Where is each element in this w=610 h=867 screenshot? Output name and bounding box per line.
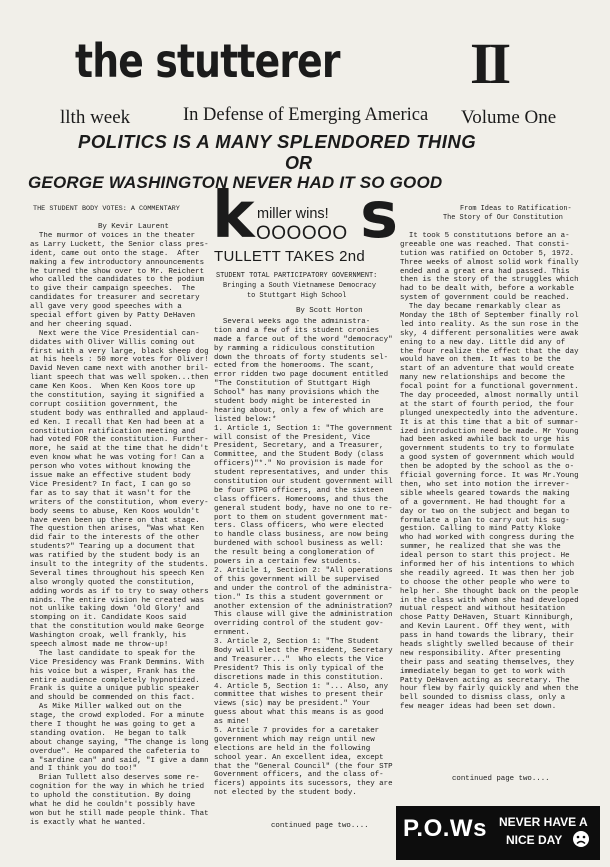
text-line: burdened with school business as well: [214, 540, 384, 549]
text-line: candidates for treasurer and secretary [30, 294, 200, 303]
text-line: overriding control of the student gov- [214, 620, 384, 629]
text-line: general student body, have no one to re- [214, 504, 393, 513]
text-line: The day proceeded, almost normally until [400, 392, 579, 401]
text-line: at his heels : 50 more votes for Oliver! [30, 356, 209, 365]
text-line: As Mike Miller walked out on the [30, 703, 182, 712]
text-line: adding words as if to try to sway others [30, 587, 209, 596]
text-line: that the constitution would make George [30, 623, 205, 632]
text-line: Patty DeHaven acting as secretary. The [400, 676, 570, 685]
text-line: sible wheels geared towards the making [400, 489, 570, 498]
text-line: to handle class business, are now being [214, 531, 389, 540]
text-line: Three weeks of almost solid work finally [400, 258, 579, 267]
text-line: in the class with whom she had developed [400, 596, 579, 605]
text-line: greeable one was reached. That consti- [400, 240, 570, 249]
text-line: ended and a great era had passed. This [400, 267, 570, 276]
text-line: David Neven came next with another bril- [30, 365, 209, 374]
text-line: first with a very large, black sheep dog [30, 347, 209, 356]
text-line: had to be dealt with, before a workable [400, 285, 575, 294]
text-line: discretions made in this constitution. [214, 673, 384, 682]
text-line: stage, the crowd exploded. For a minute [30, 712, 205, 721]
text-line: of this government will be supervised [214, 575, 380, 584]
text-line: informed her of his intentions to which [400, 560, 575, 569]
text-line: class officers. Homerooms, and thus the [214, 495, 389, 504]
text-line: Frank is quite a unique public speaker [30, 685, 200, 694]
text-line: overdue". He compared the cafeteria to [30, 747, 200, 756]
text-line: ficers) appoints its sucessors, they are [214, 780, 393, 789]
middle-article-body [214, 318, 394, 803]
text-line: ters. Class officers, who were elected [214, 522, 384, 531]
text-line: formulate a plan to carry out his sug- [400, 516, 570, 525]
text-line: system of government could be reached. [400, 294, 570, 303]
pow-line-1: NEVER HAVE A [499, 815, 588, 829]
text-line: committee that wishes to present their [214, 691, 384, 700]
text-line: at the start of fourth period, the four [400, 400, 575, 409]
text-line: new responsibility. After presenting [400, 649, 561, 658]
left-article-headline: THE STUDENT BODY VOTES: A COMMENTARY [33, 205, 180, 213]
text-line: their pass and seating themselves, they [400, 658, 575, 667]
text-line: It is at this time that a bit of summar- [400, 418, 579, 427]
text-line: gestion. Calling to mind Patty Kloke [400, 525, 561, 534]
text-line: Body will elect the President, Secretary [214, 646, 393, 655]
text-line: 3. Article 2, Section 1: "The Student [214, 638, 380, 647]
text-line: not elected by the student body. [214, 789, 357, 798]
masthead-week: llth week [60, 107, 131, 128]
text-line: and should be commended on this fact. [30, 694, 196, 703]
masthead-slogan: In Defense of Emerging America [183, 105, 429, 125]
text-line: speech almost made me throw-up! [30, 640, 169, 649]
banner-k: k [212, 179, 255, 253]
text-line: insult to the integrity of the students. [30, 560, 209, 569]
frown-face-icon [572, 830, 590, 848]
headline-line-1: POLITICS IS A MANY SPLENDORED THING [78, 131, 477, 152]
text-line: chose Patty DeHaven, Stuart Kinniburgh, [400, 614, 575, 623]
text-line: to choose the other people who were to [400, 578, 570, 587]
text-line: ized introduction need be made. Mr Young [400, 427, 579, 436]
text-line: heads slightly swelled because of their [400, 640, 575, 649]
text-line: writers of the constitution, whom every- [30, 498, 209, 507]
text-line: the constitution, saying it signified a [30, 392, 205, 401]
middle-article-subhead-2: to Stuttgart High School [247, 292, 347, 300]
text-line: more, he said at the time that he didn't [30, 445, 209, 454]
text-line: ed Ken. I recall that Ken had been at a [30, 418, 205, 427]
text-line: 5. Article 7 provides for a caretaker [214, 726, 380, 735]
text-line: would have on them. It was to be the [400, 356, 561, 365]
text-line: have even been up there on that stage. [30, 516, 200, 525]
text-line: making a few introductory announcements [30, 258, 205, 267]
text-line: few meager ideas had been set down. [400, 703, 557, 712]
text-line: pass in hand towards the library, their [400, 632, 575, 641]
text-line: is exactly what he wanted. [30, 818, 147, 827]
text-line: plunged unexpectedly into the adventure. [400, 409, 579, 418]
banner-zeros: OOOOOO [256, 223, 348, 244]
text-line: tion and a few of its student cronies [214, 326, 380, 335]
text-line: all gave very good speeches with a [30, 303, 182, 312]
headline-line-2: OR [285, 153, 312, 173]
text-line: officers)"*." No provision is made for [214, 460, 384, 469]
text-line: who called the candidates to the podium [30, 276, 205, 285]
text-line: as Larry Luckett, the Senior class pres- [30, 240, 209, 249]
text-line: government which may reign until new [214, 735, 375, 744]
text-line: then, who set into motion the irrever- [400, 480, 570, 489]
text-line: cognition for the way in which he tried [30, 783, 205, 792]
text-line: and her cheering squad. [30, 320, 133, 329]
text-line: Several times throughout his speech Ken [30, 569, 205, 578]
text-line: and Kevin Laurent. Off they went, with [400, 623, 570, 632]
headline-line-3: GEORGE WASHINGTON NEVER HAD IT SO GOOD [28, 173, 443, 192]
text-line: then is the story of the struggles which [400, 276, 579, 285]
text-line: and under the control of the administra- [214, 584, 393, 593]
text-line: focal point for a functional government. [400, 383, 579, 392]
text-line: The murmor of voices in the theater [30, 232, 196, 240]
banner-miller-wins: miller wins! [257, 206, 329, 222]
text-line: did fair to the interests of the other [30, 534, 200, 543]
text-line: day or two on the subject and began to [400, 507, 570, 516]
right-article-continued: continued page two.... [452, 775, 550, 783]
text-line: students?" Tearing up a document that [30, 543, 196, 552]
middle-article-headline: STUDENT TOTAL PARTICIPATORY GOVERNMENT: [216, 272, 378, 280]
middle-article-continued: continued page two.... [271, 822, 369, 830]
text-line: 2. Article 1, Section 2: "All operations [214, 566, 393, 575]
text-line: had been asked awhile back to urge his [400, 436, 570, 445]
text-line: Vice President? In fact, I can go so [30, 480, 191, 489]
text-line: listed below:* [214, 415, 277, 424]
text-line: Next were the Vice Presidential can- [30, 329, 200, 338]
text-line: many new relationships and become the [400, 374, 566, 383]
text-line: standing ovation. He began to talk [30, 729, 187, 738]
middle-article-byline: By Scott Horton [296, 307, 363, 315]
text-line: Monday the 18th of September finally rol [400, 312, 579, 321]
text-line: will consist of the President, Vice [214, 433, 371, 442]
text-line: even know what he was voting for! Can a [30, 454, 205, 463]
pow-line-2: NICE DAY [506, 833, 563, 847]
text-line: had voted FOR the constitution. Further- [30, 436, 209, 445]
text-line: Washington croak, well frankly, his [30, 632, 187, 641]
text-line: mutual respect and without hesitation [400, 605, 566, 614]
text-line: Brian Tullett also deserves some re- [30, 774, 200, 783]
text-line: ernment. [214, 629, 250, 638]
text-line: the result being a conglomeration of [214, 549, 375, 558]
text-line: school year. An excellent idea, except [214, 753, 384, 762]
text-line: stomping on it. Candidate Koos said [30, 614, 187, 623]
text-line: special effort given by Patty DeHaven [30, 312, 196, 321]
text-line: his voice but a wisper, Frank has the [30, 667, 196, 676]
text-line: won but he still made people think. That [30, 809, 209, 818]
text-line: hearing about, only a few of which are [214, 406, 384, 415]
right-article-subhead: The Story of Our Constitution [443, 214, 563, 222]
text-line: student representatives, and under this [214, 469, 389, 478]
text-line: The last candidate to speak for the [30, 649, 196, 658]
text-line: 1. Article 1, Section 1: "The government [214, 424, 393, 433]
text-line: was ratified by the student body is an [30, 552, 200, 561]
text-line: down the throats of forty students sel- [214, 353, 389, 362]
text-line: far as to say that it wasn't for the [30, 489, 191, 498]
text-line: ideal person to start this project. He [400, 552, 570, 561]
pow-label: P.O.Ws [403, 815, 487, 842]
text-line: there I thought he was going to get a [30, 720, 196, 729]
text-line: student body was enthralled and applaud- [30, 409, 209, 418]
text-line: didates with Oliver Willis coming out [30, 338, 196, 347]
text-line: ening to a new day. Little did any of [400, 338, 566, 347]
text-line: and Treasurer..." Who elects the Vice [214, 655, 384, 664]
text-line: This clause will give the administration [214, 611, 393, 620]
text-line: to uphold the constitution. By doing [30, 792, 191, 801]
text-line: about change saying, "The change is long [30, 738, 209, 747]
text-line: she readily agreed. It was then her job [400, 569, 575, 578]
text-line: immediately began to get to work with [400, 667, 566, 676]
text-line: Several weeks ago the administra- [214, 318, 371, 326]
text-line: 4. Article 5, Section 1: "... Also, any [214, 682, 389, 691]
left-article-byline: By Kevir Laurent [98, 223, 169, 231]
text-line: be four STPG officers, and the sixteen [214, 486, 384, 495]
text-line: Vice Presidency was Frank Demmins. With [30, 658, 205, 667]
left-article-body [30, 232, 210, 832]
text-line: port to them on student government mat- [214, 513, 389, 522]
text-line: views (sic) may be president." Your [214, 700, 371, 709]
masthead-volume: Volume One [461, 107, 557, 128]
text-line: liant speech that was well spoken...then [30, 374, 209, 383]
text-line: sky, 4 different personalities were awak [400, 329, 579, 338]
text-line: another extension of the administration? [214, 602, 393, 611]
text-line: The day became remarkably clear as [400, 303, 561, 312]
text-line: the four realize the effect that the day [400, 347, 579, 356]
text-line: ident, came out onto the stage. After [30, 249, 200, 258]
text-line: then be adopted by the school as the o- [400, 463, 575, 472]
masthead-numeral: II [470, 31, 508, 96]
text-line: a "sardine can" and said, "I give a damn [30, 756, 209, 765]
text-line: government students to try to formulate [400, 445, 575, 454]
text-line: minds. The entire vision he created was [30, 596, 205, 605]
text-line: "The Constitution of Stuttgart High [214, 380, 371, 389]
text-line: powers in a certain few students. [214, 558, 362, 567]
text-line: led into reality. As the sun rose in the [400, 320, 579, 329]
text-line: what he did he couldn't possibly have [30, 801, 196, 809]
text-line: corrupt cosiition government, the [30, 400, 178, 409]
text-line: ected from the homerooms. The scant, [214, 362, 375, 371]
text-line: who had worked with congress during the [400, 534, 575, 543]
middle-article-subhead-1: Bringing a South Vietnamese Democracy [223, 282, 376, 290]
masthead-title: the stutterer [75, 34, 340, 88]
text-line: person who votes without knowing the [30, 463, 191, 472]
text-line: as mine! [214, 718, 250, 727]
text-line: error ridden two page document entitled [214, 371, 389, 380]
text-line: bell sounded to dismiss class, only a [400, 694, 566, 703]
text-line: not unlike taking down 'Old Glory' and [30, 605, 200, 614]
right-article-headline: From Ideas to Ratification- [460, 205, 572, 213]
text-line: by ramming a ridiculous constitution [214, 344, 375, 353]
text-line: The question then arises, "Was what Ken [30, 525, 205, 534]
text-line: to give their campaign speeches. The [30, 285, 196, 294]
pow-box [396, 806, 600, 860]
text-line: Committee, and the Student Body (class [214, 451, 384, 460]
text-line: elections are held in the following [214, 744, 371, 753]
text-line: Government officers, and the class of- [214, 771, 384, 780]
text-line: constitution our student government will [214, 478, 393, 487]
text-line: constitution ratification meeting and [30, 427, 196, 436]
text-line: President? This is only typical of the [214, 664, 384, 673]
text-line: It took 5 constitutions before an a- [400, 232, 570, 240]
text-line: issue make an effective student body [30, 472, 191, 481]
text-line: a good system of government which would [400, 454, 575, 463]
text-line: hour flew by fairly quickly and when the [400, 685, 579, 694]
banner-tullett: TULLETT TAKES 2nd [214, 248, 365, 265]
text-line: that the "General Council" (the four STP [214, 762, 393, 771]
text-line: also wrongly quoted the constitution, [30, 578, 196, 587]
text-line: guess about what this means is as good [214, 709, 384, 718]
text-line: tion." Is this a student government or [214, 593, 384, 602]
text-line: student body might be interested in [214, 398, 371, 407]
right-article-body [400, 232, 585, 722]
text-line: came Ken Koos. When Ken Koos tore up [30, 383, 196, 392]
text-line: School" has many provisions which the [214, 389, 380, 398]
banner-s: s [360, 179, 399, 253]
text-line: and I think you do too!" [30, 765, 138, 774]
text-line: made a farce out of the word "democracy" [214, 335, 393, 344]
text-line: start of an adventure that would create [400, 365, 575, 374]
text-line: summer, he realized that she was the [400, 543, 561, 552]
text-line: fficial governing force. It was Mr.Young [400, 472, 579, 481]
text-line: help her. She thought back on the people [400, 587, 579, 596]
text-line: tution was ratified on October 5, 1972. [400, 249, 575, 258]
text-line: body seems to abuse, Ken Koos wouldn't [30, 507, 200, 516]
text-line: of a government. He had thought for a [400, 498, 566, 507]
text-line: he turned the show over to Mr. Reichert [30, 267, 205, 276]
text-line: President, Secretary, and a Treasurer, [214, 442, 384, 451]
text-line: entire audience completely hypnotized. [30, 676, 200, 685]
